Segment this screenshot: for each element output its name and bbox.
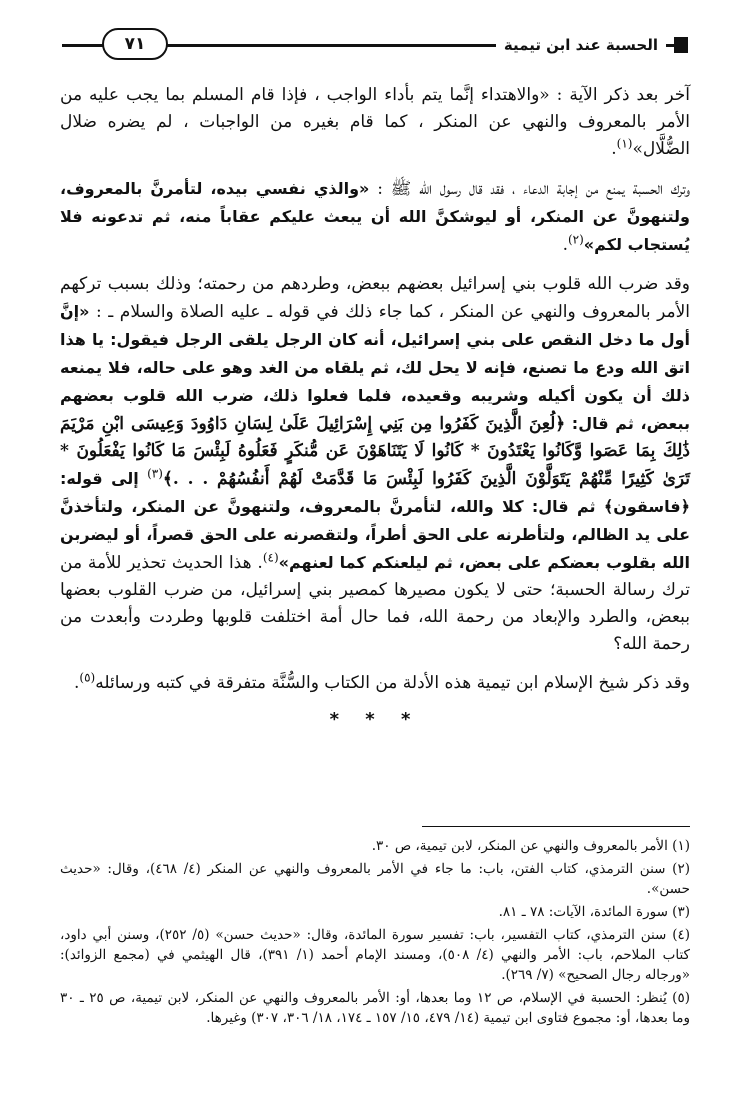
paragraph-2-intro: وترك الحسبة يمنع من إجابة الدعاء ، فقد قال رسول الله ﷺ :: [377, 179, 691, 199]
footnote-4: (٤) سنن الترمذي، كتاب التفسير، باب: تفسير سورة المائدة، وقال: «حديث حسن» (٥/ ٢٥٢)، وسنن أبي داود، كتاب الملاحم، باب: الأمر والنهي (٤/ ٥٠٨)، ومسند الإمام أحمد (١/ ٣٩١)، قال الهيثمي في (مجمع الزوائد): «ورجاله رجال الصحيح» (٧/ ٢٦٩).: [60, 927, 691, 983]
running-title: الحسبة عند ابن تيمية: [496, 32, 666, 58]
header-rule-end: [674, 37, 688, 53]
hadith-quote-2: «إنَّ أول ما دخل النقص على بني إسرائيل، أنه كان الرجل يلقى الرجل فيقول: يا هذا اتق الله ودع ما تصنع، فإنه لا يحل لك، ثم يلقاه من الغد وهو على حاله، فلا يمنعه ذلك أن يكون أكيله وشريبه وقعيده، فلما فعلوا ذلك، ضرب الله قلوب بعضهم ببعض، ثم قال:: [60, 302, 691, 433]
footnote-2: (٢) سنن الترمذي، كتاب الفتن، باب: ما جاء في الأمر بالمعروف والنهي عن المنكر (٤/ ٤٦٨)، وقال: «حديث حسن».: [60, 861, 690, 897]
footnote-rule: [422, 826, 690, 827]
footnote-3: (٣) سورة المائدة، الآيات: ٧٨ ـ ٨١.: [498, 904, 690, 920]
page-body: [60, 82, 690, 738]
paragraph-3-text: وقد ضرب الله قلوب بني إسرائيل بعضهم ببعض، وطردهم من رحمته؛ وذلك بسبب تركهم الأمر بالمعروف والنهي عن المنكر ، كما جاء ذلك في قوله ـ عليه الصلاة والسلام ـ :: [60, 274, 690, 322]
paragraph-1: آخر بعد ذكر الآية : «والاهتداء إنَّما يتم بأداء الواجب ، فإذا قام المسلم بما يجب عليه من الأمر بالمعروف والنهي عن المنكر ، كما قام بغيره من الواجبات ، لم يضره ضلال الضُّلَّال»$^{(١)}$.: [60, 85, 690, 159]
page-header: [62, 28, 688, 62]
footnotes: [60, 836, 690, 1031]
footnote-5: (٥) يُنظر: الحسبة في الإسلام، ص ١٢ وما بعدها، أو: الأمر بالمعروف والنهي عن المنكر، لابن تيمية، ص ٢٥ ـ ٣٠ وما بعدها، أو: مجموع فتاوى ابن تيمية (١٤/ ٤٧٩، ١٥/ ١٥٧ ـ ١٧٤، ١٨/ ٣٠٦، ٣٠٧) وغيرها.: [60, 990, 690, 1026]
paragraph-1-text: آخر بعد ذكر الآية : «والاهتداء إنَّما يتم بأداء الواجب ، فإذا قام المسلم بما يجب عليه من الأمر بالمعروف والنهي عن المنكر ، كما قام بغيره من الواجبات ، لم يضره ضلال الضُّلَّال»: [60, 85, 690, 159]
footnote-ref-4: (٤): [262, 550, 279, 565]
section-divider: * * *: [329, 709, 421, 730]
paragraph-4: وقد ذكر شيخ الإسلام ابن تيمية هذه الأدلة من الكتاب والسُّنَّة متفرقة في كتبه ورسائله$^{(٥)}$.: [74, 670, 690, 693]
footnote-ref-1: (١): [616, 136, 633, 151]
hadith-quote-1: «والذي نفسي بيده، لتأمرنَّ بالمعروف، ولتنهونَّ عن المنكر، أو ليوشكنَّ الله أن يبعث عليكم عقاباً منه، ثم تدعونه فلا يُستجاب لكم»: [60, 179, 690, 254]
paragraph-2: وترك الحسبة يمنع من إجابة الدعاء ، فقد قال رسول الله ﷺ : «والذي نفسي بيده، لتأمرنَّ بالمعروف، ولتنهونَّ عن المنكر، أو ليوشكنَّ الله أن يبعث عليكم عقاباً منه، ثم تدعونه فلا يُستجاب لكم»$^{(٢)}$.: [60, 179, 691, 255]
quran-verse: ﴿لُعِنَ الَّذِينَ كَفَرُوا مِن بَنِي إِسْرَائِيلَ عَلَىٰ لِسَانِ دَاوُودَ وَعِيسَى ابْنِ مَرْيَمَ ذَٰلِكَ بِمَا عَصَوا وَّكَانُوا يَعْتَدُونَ * كَانُوا لَا يَتَنَاهَوْنَ عَن مُّنكَرٍ فَعَلُوهُ لَبِئْسَ مَا كَانُوا يَفْعَلُونَ * تَرَىٰ كَثِيرًا مِّنْهُمْ يَتَوَلَّوْنَ الَّذِينَ كَفَرُوا لَبِئْسَ مَا قَدَّمَتْ لَهُمْ أَنفُسُهُمْ . . .﴾: [60, 414, 690, 489]
hadith-quote-3: إلى قوله: ﴿فاسقون﴾ ثم قال: كلا والله، لتأمرنَّ بالمعروف، ولتنهونَّ عن المنكر، ولتأخذنَّ على يد الظالم، ولتأطرنه على الحق أطراً، ولتقصرنه على الحق قصراً، أو ليضربن الله بقلوب بعضكم على بعض، ثم ليلعنكم كما لعنهم»: [60, 469, 690, 572]
footnote-ref-3: (٣): [147, 466, 163, 481]
footnote-1: (١) الأمر بالمعروف والنهي عن المنكر، لابن تيمية، ص ٣٠.: [371, 838, 690, 854]
footnote-ref-2: (٢): [567, 232, 584, 247]
page-number: ٧١: [102, 28, 168, 60]
paragraph-3-tail: . هذا الحديث تحذير للأمة من ترك رسالة الحسبة؛ حتى لا يكون مصيرها كمصير بني إسرائيل، من ضرب القلوب بعضها ببعض، والطرد والإبعاد من رحمة الله، فما حال أمة اختلفت قلوبها وطردت وأبعدت من رحمة الله؟: [60, 553, 691, 654]
paragraph-4-text: وقد ذكر شيخ الإسلام ابن تيمية هذه الأدلة من الكتاب والسُّنَّة متفرقة في كتبه ورسائله: [95, 673, 690, 693]
footnote-ref-5: (٥): [79, 670, 96, 685]
paragraph-3: [60, 271, 690, 658]
